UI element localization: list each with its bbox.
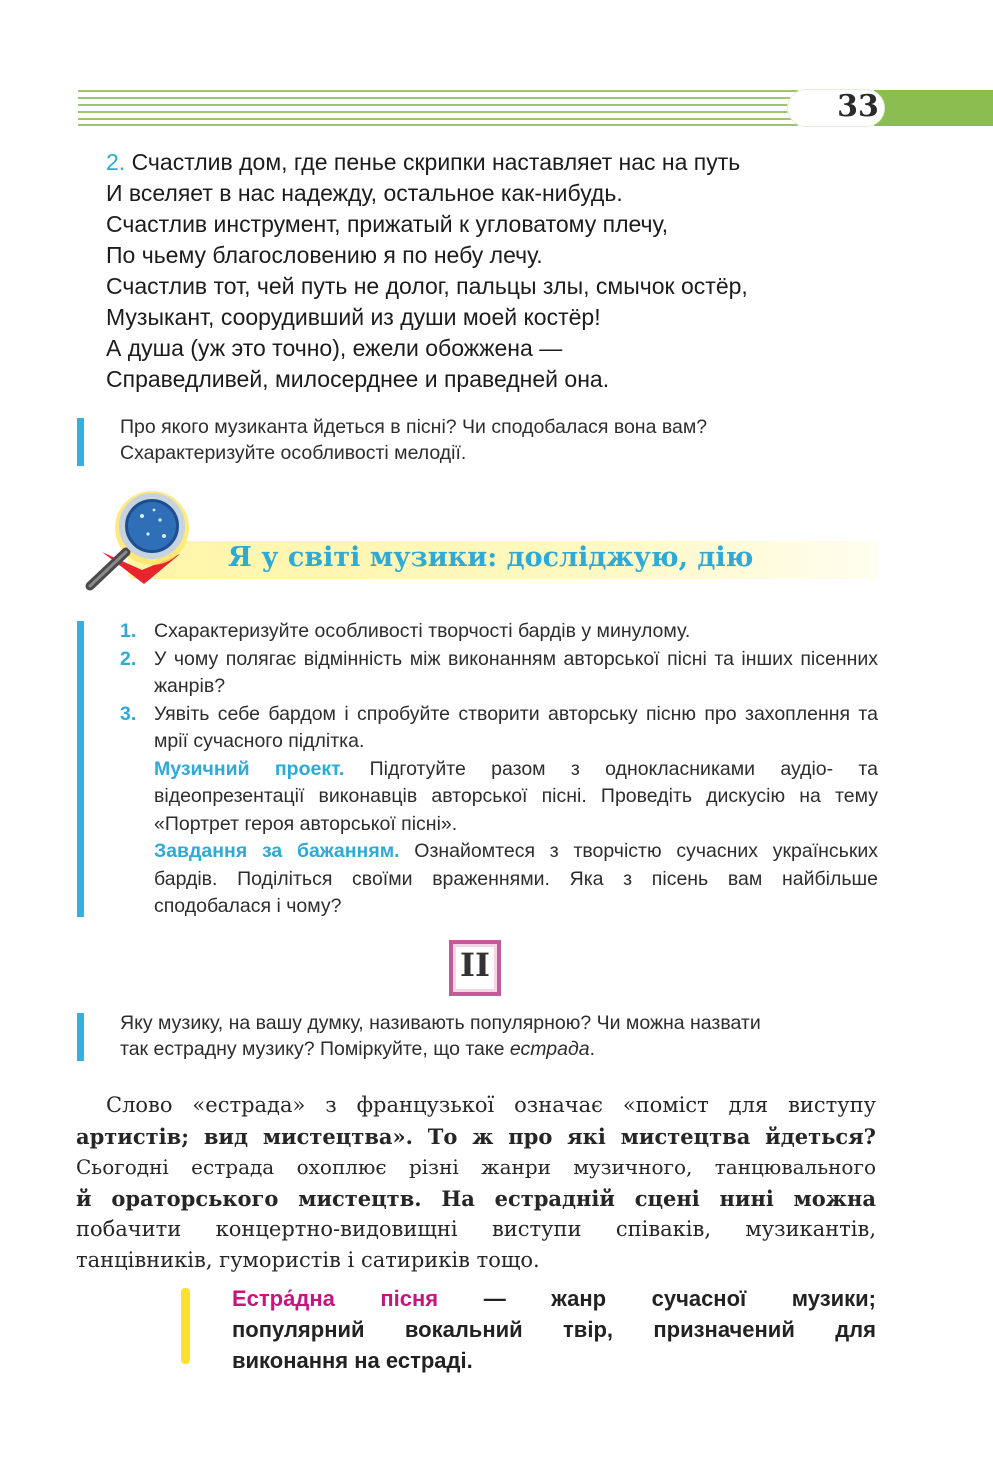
question-bar [77, 418, 84, 466]
poem-line: Справедливей, милосерднее и праведней она. [106, 366, 610, 392]
optional-label: Завдання за бажанням. [154, 840, 400, 862]
body-paragraph [76, 1090, 876, 1276]
paragraph-line: танцівників, гумористів і сатириків тощо. [76, 1248, 540, 1272]
paragraph-line: й ораторського мистецтв. На естрадній сцені нині можна [76, 1186, 876, 1211]
task-text: Уявіть себе бардом і спробуйте створити авторську пісню про захоплення та мрії сучасного підлітка. [154, 702, 878, 752]
verse-number: 2. [106, 149, 126, 175]
paragraph-line: Сьогодні естрада охоплює різні жанри музичного, танцювального [76, 1155, 876, 1179]
definition-line: Естра́дна пісня — жанр сучасної музики; [232, 1286, 877, 1311]
poem [106, 147, 886, 395]
project-text: Підготуйте разом з однокласниками аудіо- та відеопрезентації виконавців авторської пісні. Проведіть дискусію на тему «Портрет героя авторської пісні». [154, 757, 878, 835]
poem-line: Счастлив тот, чей путь не долог, пальцы злы, смычок остёр, [106, 273, 748, 299]
poem-line: А душа (уж это точно), ежели обожжена — [106, 335, 563, 361]
question-block [120, 414, 880, 466]
paragraph-line: побачити концертно-видовищні виступи співаків, музикантів, [76, 1217, 876, 1241]
paragraph-line: Слово «естрада» з французької означає «поміст для виступу [106, 1093, 876, 1117]
task-item [118, 618, 878, 646]
magnifier-icon [82, 486, 202, 596]
task-number: 2. [120, 647, 137, 670]
paragraph-line: артистів; вид мистецтва». То ж про які мистецтва йдеться? [76, 1124, 876, 1149]
definition [232, 1283, 876, 1376]
question-line: Схарактеризуйте особливості мелодії. [120, 442, 467, 464]
definition-line: популярний вокальний твір, призначений для [232, 1317, 876, 1342]
page-number: 33 [837, 89, 879, 124]
poem-line: 2. Счастлив дом, где пенье скрипки наставляет нас на путь [106, 149, 741, 175]
optional-task [118, 838, 878, 921]
music-project [118, 756, 878, 839]
poem-line: По чьему благословению я по небу лечу. [106, 242, 543, 268]
definition-line: виконання на естраді. [232, 1348, 473, 1373]
question-bar [77, 1013, 84, 1061]
task-list [118, 618, 878, 921]
definition-bar [181, 1288, 190, 1364]
task-item [118, 646, 878, 701]
task-number: 1. [120, 620, 137, 642]
project-label: Музичний проект. [154, 757, 345, 780]
question-line: так естрадну музику? Поміркуйте, що таке естрада. [120, 1038, 596, 1060]
section-number: II [460, 946, 490, 984]
question-line: Яку музику, на вашу думку, називають популярною? Чи можна назвати [120, 1012, 761, 1034]
task-text: Схарактеризуйте особливості творчості бардів у минулому. [154, 620, 691, 642]
question-line: Про якого музиканта йдеться в пісні? Чи сподобалася вона вам? [120, 416, 708, 438]
poem-line: И вселяет в нас надежду, остальное как-нибудь. [106, 180, 623, 206]
poem-line: Музыкант, соорудивший из души моей костёр! [106, 304, 601, 330]
definition-term: Естра́дна пісня [232, 1286, 439, 1311]
header-rule-lines [78, 90, 798, 126]
task-text: У чому полягає відмінність між виконанням авторської пісні та інших пісенних жанрів? [154, 647, 878, 697]
task-item [118, 701, 878, 756]
question-block [120, 1010, 880, 1062]
section-title: Я у світі музики: досліджую, дію [228, 542, 754, 573]
optional-text: Ознайомтеся з творчістю сучасних українських бардів. Поділіться своїми враженнями. Яка з пісень вам найбільше сподобалася і чому? [154, 840, 878, 917]
tasks-bar [77, 621, 84, 917]
task-number: 3. [120, 702, 137, 725]
poem-line: Счастлив инструмент, прижатый к угловатому плечу, [106, 211, 669, 237]
section-number-box [449, 940, 501, 996]
italic-term: естрада [509, 1038, 590, 1060]
